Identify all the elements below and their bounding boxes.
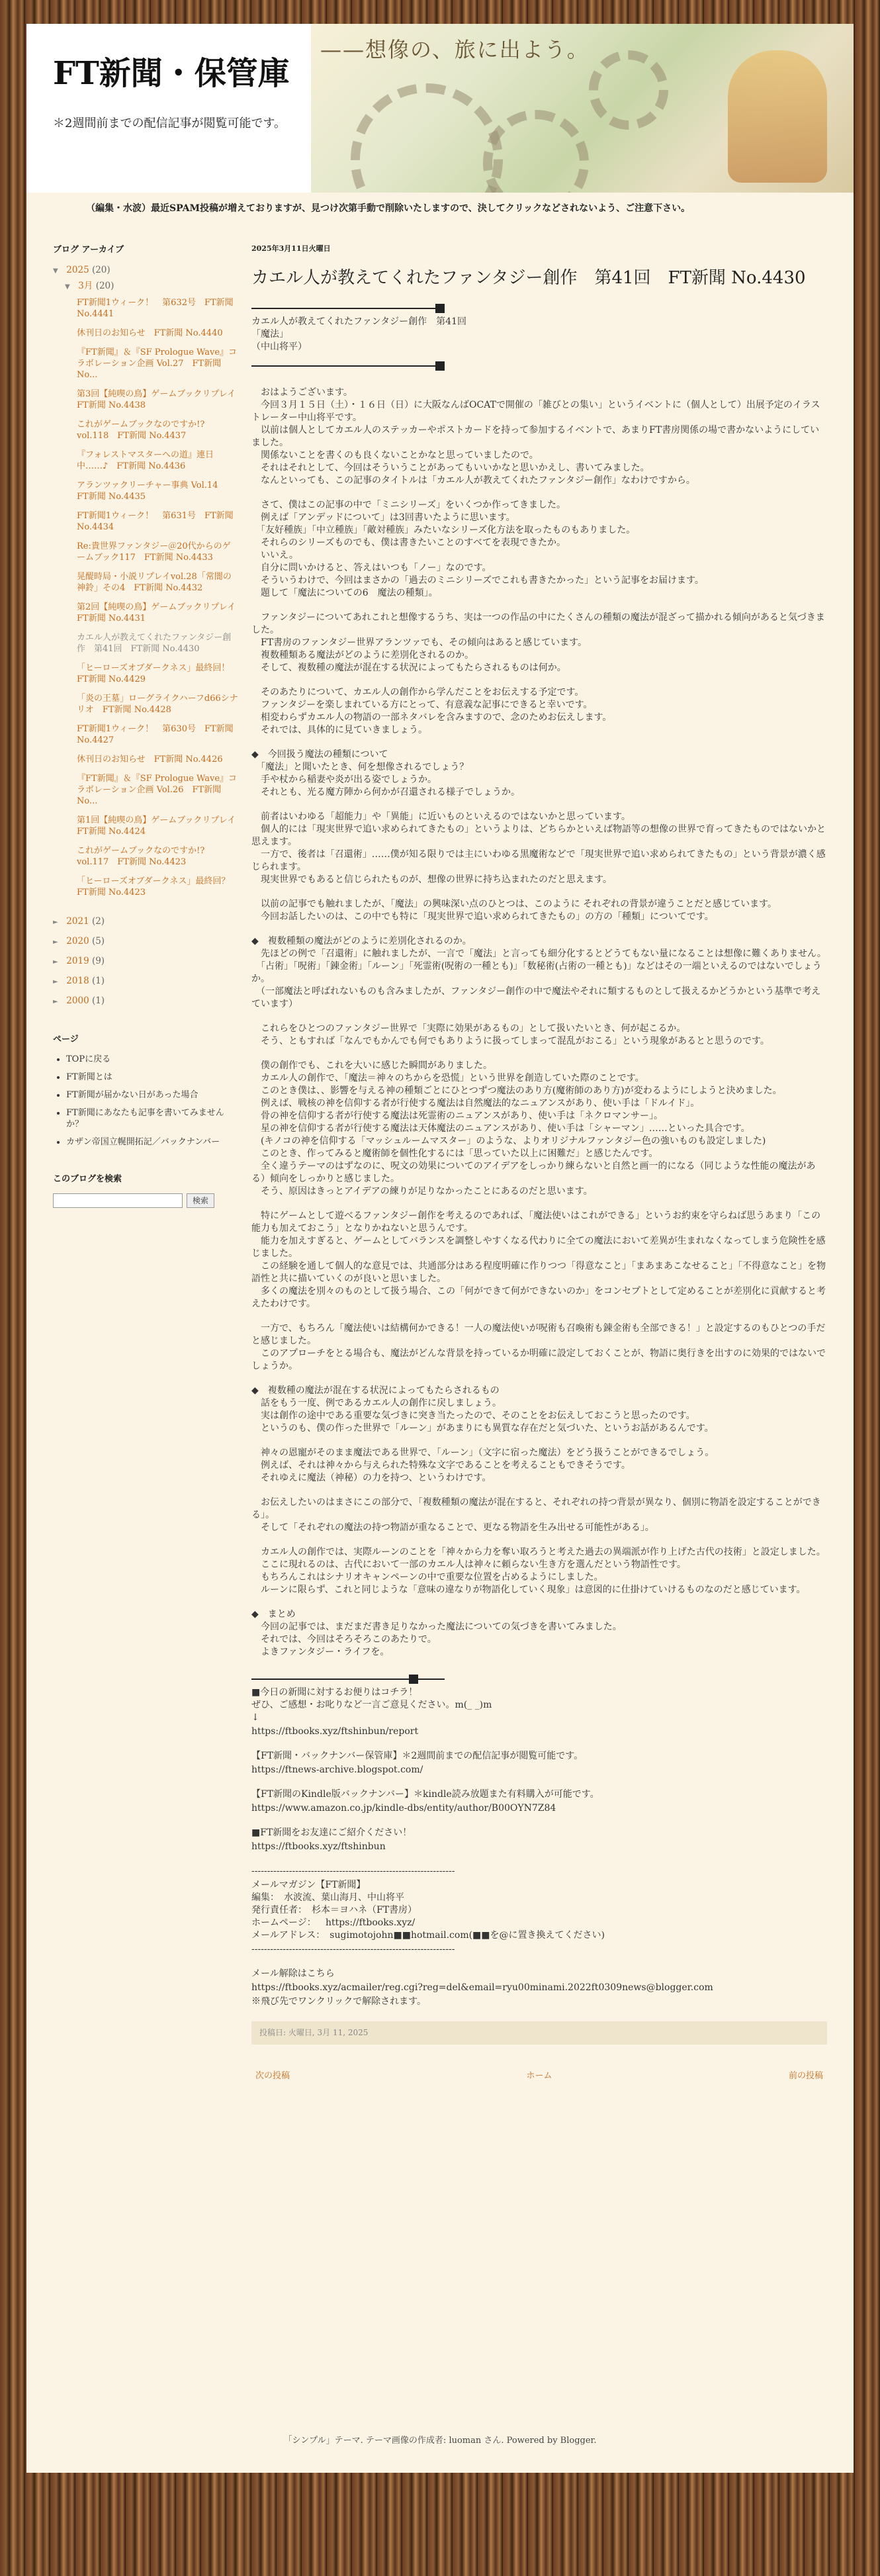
archive-post-link[interactable]: これがゲームブックなのですか!? vol.117 FT新聞 No.4423 bbox=[77, 846, 214, 867]
archive-post-link[interactable]: アランツァクリーチャー事典 Vol.14 FT新聞 No.4435 bbox=[77, 481, 227, 502]
archive-link[interactable]: https://ftnews-archive.blogspot.com/ bbox=[251, 1765, 423, 1775]
divider-rule bbox=[251, 365, 445, 367]
archive-post-link[interactable]: 『FT新聞』＆『SF Prologue Wave』コラボレーション企画 Vol.26 FT新聞 No... bbox=[77, 774, 238, 806]
post-paragraph: 僕の創作でも、これを大いに感じた瞬間がありました。 カエル人の創作で、「魔法＝神々のちからを恐慌」という世界を創造していた際のことです。 このとき僕は、、影響を与える神の種類ごとにひとつずつ魔法のあり方(魔術師のあり方)が変わるようにしようと決めました。 例えば、戦核の神を信仰する者が行使する魔法は自然魔法的なニュアンスがあり、使い手は「ドルイド」。 骨の神を信仰する者が行使する魔法は死霊術のニュアンスがあり、使い手は「ネクロマンサー」。 星の神を信仰する者が行使する魔法は天体魔法のニュアンスがあり、使い手は「シャーマン」……といった具合です。 (キノコの神を信仰する「マッシュルームマスター」のような、よりオリジナルファンタジー色の強いものも設定しました) このとき、作ってみると魔術師を個性化するには「思っていた以上に困難だ」と感じたんです。 全く違うテーマのはずなのに、呪文の効果についてのアイデアをしっかり練らないと自然と画一的になる（同じような性能の魔法がある）傾向をしっかりと感じました。 そう、原因はきっとアイデアの練りが足りなかったことにあるのだと思います。 bbox=[251, 1060, 816, 1197]
blog-description: ＊2週間前までの配信記事が閲覧可能です。 bbox=[53, 116, 286, 130]
blog-title[interactable]: FT新聞・保管庫 bbox=[53, 55, 290, 92]
archive-post-link[interactable]: 休刊日のお知らせ FT新聞 No.4440 bbox=[77, 328, 223, 338]
archive-post-link[interactable]: FT新聞1ウィーク！ 第632号 FT新聞 No.4441 bbox=[77, 298, 234, 319]
archive-post-link[interactable]: 第1回【純喫の鳥】ゲームブックリプレイ FT新聞 No.4424 bbox=[77, 815, 245, 837]
post-title[interactable]: カエル人が教えてくれたファンタジー創作 第41回 FT新聞 No.4430 bbox=[251, 268, 806, 288]
spam-notice: （編集・水波）最近SPAM投稿が増えておりますが、見つけ次第手動で削除いたしますので、決してクリックなどされないよう、ご注意下さい。 bbox=[86, 203, 691, 214]
unsubscribe-text: メール解除はこちら bbox=[251, 1968, 335, 1979]
separator-line: ----------------------------------------------------------------- bbox=[251, 1944, 455, 1955]
archive-post-link[interactable]: 『フォレストマスターへの道』連日中……♪ FT新聞 No.4436 bbox=[77, 450, 214, 471]
mail-address: メールアドレス： sugimotojohn■■hotmail.com(■■を@に置き換えてください) bbox=[251, 1930, 605, 1941]
header-image-caption: ——想像の、旅に出よう。 bbox=[320, 37, 590, 62]
collapsed-triangle-icon[interactable]: ► bbox=[53, 978, 58, 986]
archive-post-link[interactable]: 第2回【純喫の鳥】ゲームブックリプレイ FT新聞 No.4431 bbox=[77, 602, 245, 623]
header-character-figure bbox=[728, 50, 827, 183]
collapsed-triangle-icon[interactable]: ► bbox=[53, 998, 58, 1005]
post-footer: 投稿日: 火曜日, 3月 11, 2025 bbox=[251, 2021, 827, 2045]
archive-post-link[interactable]: 「炎の王墓」ローグライクハーフd66シナリオ FT新聞 No.4428 bbox=[77, 694, 238, 715]
post-paragraph: ファンタジーについてあれこれと想像するうち、実は一つの作品の中にたくさんの種類の魔法が混ざって描かれる傾向があると気づきました。 FT書房のファンタジー世界アランツァでも、その傾向はあると感じています。 複数種類ある魔法がどのように差別化されるのか。 そして、複数種の魔法が混在する状況によってもたらされるものは何か。 bbox=[251, 612, 825, 673]
page-link[interactable]: • FT新聞にあなたも記事を書いてみませんか？ bbox=[66, 1107, 238, 1130]
unsubscribe-link[interactable]: https://ftbooks.xyz/acmailer/reg.cgi?reg=del&email=ryu00minami.2022ft0309news@blogger.com bbox=[251, 1982, 713, 1993]
post-paragraph: お伝えしたいのはまさにこの部分で、「複数種類の魔法が混在すると、それぞれの持つ背景が異なり、個別に物語を設定することができる」。 そして「それぞれの魔法の持つ物語が重なることで、更なる物語を生み出せる可能性がある」。 bbox=[251, 1497, 821, 1533]
home-link[interactable]: ホーム bbox=[526, 2071, 552, 2081]
kindle-link[interactable]: https://www.amazon.co.jp/kindle-dbs/entity/author/B00OYN7Z84 bbox=[251, 1803, 556, 1814]
post-paragraph: 前者はいわゆる「超能力」や「異能」に近いものといえるのではないかと思っています。 個人的には「現実世界で追い求められてきたもの」というよりは、どちらかといえば物語等の想像の世界で育ってきたものではないかと思えます。 一方で、後者は「召還術」……僕が知る限りでは主にいわゆる黒魔術などで「現実世界で追い求められてきたもの」という背景が濃く感じられます。 現実世界でもあると信じられたものが、想像の世界に持ち込まれたのだと思えます。 bbox=[251, 811, 826, 885]
post-paragraph: 神々の恩寵がそのまま魔法である世界で、「ルーン」（文字に宿った魔法）をどう扱うことができるでしょう。 例えば、それは神々から与えられた特殊な文字であることを考えることもできそうです。 それゆえに魔法（神秘）の力を持つ、というわけです。 bbox=[260, 1448, 715, 1483]
theme-attribution: 「シンプル」テーマ. テーマ画像の作成者: luoman さん. Powered by Blogger. bbox=[283, 2436, 597, 2446]
blog-header bbox=[26, 24, 854, 193]
page-link[interactable]: • カザン帝国立幌開拓記／バックナンバー bbox=[66, 1136, 238, 1148]
archive-post-list bbox=[77, 297, 245, 898]
post-paragraph: ◆ まとめ 今回の記事では、まだまだ書き足りなかった魔法についての気づきを書いてみました。 それでは、今回はそろそろこのあたりで。 よきファンタジー・ライフを。 bbox=[251, 1609, 622, 1657]
post-paragraph: ◆ 今回扱う魔法の種類について 「魔法」と聞いたとき、何を想像されるでしょう？ 手や杖から稲妻や炎が出る姿でしょうか。 それとも、光る魔方陣から何かが召還される様子でしょうか。 bbox=[251, 749, 520, 798]
post-paragraph: おはようございます。 今回３月１５日（土）・１６日（日）に大阪なんばOCATで開催の「雑びとの集い」というイベントに（個人として）出展予定のイラストレーター中山将平です。 以前は個人としてカエル人のステッカーやポストカードを持って参加するイベントで、あまりFT書房関係の場で書かないようにしていました。 関係ないことを書くのも良くないことかなと思っていましたので。 それはそれとして、今回はそういうことがあってもいいかなと思いかえし、書いてみました。 なんといっても、この記事のタイトルは「カエル人が教えてくれたファンタジー創作」なわけですから。 bbox=[251, 387, 820, 486]
pages-widget bbox=[53, 1032, 238, 1148]
newer-post-link[interactable]: 次の投稿 bbox=[255, 2071, 290, 2081]
page-link[interactable]: • FT新聞とは bbox=[66, 1072, 238, 1083]
archive-heading: ブログ アーカイブ bbox=[53, 245, 124, 255]
post-date: 2025年3月11日火曜日 bbox=[251, 244, 331, 253]
archive-post-link[interactable]: 第3回【純喫の鳥】ゲームブックリプレイ FT新聞 No.4438 bbox=[77, 389, 245, 410]
search-button[interactable]: 検索 bbox=[187, 1193, 214, 1208]
post-paragraph: ◆ 複数種の魔法が混在する状況によってもたらされるもの 話をもう一度、例であるカエル人の創作に戻しましょう。 実は創作の途中である重要な気づきに突き当たったので、そのことをお伝えしておこうと思ったのです。 というのも、僕の作った世界で「ルーン」があまりにも異質な存在だと気づいた、というお話があるんです。 bbox=[251, 1385, 714, 1434]
square-bullet-icon bbox=[435, 304, 445, 313]
separator-line: ----------------------------------------------------------------- bbox=[251, 1866, 455, 1876]
post-paragraph: さて、僕はこの記事の中で「ミニシリーズ」をいくつか作ってきました。 例えば「アンデッドについて」は3回書いたように思います。 「友好種族」「中立種族」「敵対種族」みたいなシリーズ化方法を取ったものもありました。 それらのシリーズものでも、僕は書きたいことのすべてを表現できたか。 いいえ。 自分に問いかけると、答えはいつも「ノー」なのです。 そういうわけで、今回はまさかの「過去のミニシリーズでこれも書きたかった」という記事をお届けます。 題して「魔法についての6 魔法の種類」。 bbox=[260, 500, 704, 598]
sidebar bbox=[53, 242, 245, 1208]
post-paragraph: これらをひとつのファンタジー世界で「実際に効果があるもの」として扱いたいとき、何が起こるか。 そう、ともすれば「なんでもかんでも何でもありように扱ってしまって混乱がおこる」という現象があるとと思うのです。 bbox=[260, 1023, 770, 1046]
unsubscribe-note: ※飛び先でワンクリックで解除されます。 bbox=[251, 1996, 427, 2007]
magazine-info: メールマガジン【FT新聞】 編集： 水波流、葉山海月、中山将平 発行責任者： 杉本＝ヨハネ（FT書房） ホームページ： bbox=[251, 1880, 418, 1928]
archive-year[interactable]: ► 2019 (9) bbox=[53, 955, 238, 968]
search-input[interactable] bbox=[53, 1193, 183, 1208]
square-bullet-icon bbox=[409, 1675, 418, 1684]
archive-post-link[interactable]: 晃醍時局・小説リプレイvol.28「常闇の神鈴」その4 FT新聞 No.4432 bbox=[77, 572, 232, 593]
archive-year[interactable]: ► 2020 (5) bbox=[53, 935, 238, 948]
gear-decoration-icon bbox=[483, 110, 589, 193]
post-paragraph: 特にゲームとして遊べるファンタジー創作を考えるのであれば、「魔法使いはこれができる」というお約束を守らねば思うあまり「この能力も加えておこう」となりかねないと思うんです。 能力を加えすぎると、ゲームとしてバランスを調整しやすくなる代わりに全ての魔法において差異が生まれなくなってしまう危険性を感じました。 この経験を通して個人的な意見では、共通部分はある程度明確に作りつつ「得意なこと」「まあまあこなせること」「不得意なこと」を物語性と共に描いていくのが良いと思いました。 多くの魔法を別々のものとして扱う場合、この「何ができて何ができないのか」をコンセプトとして定めることが差別化に貢献すると考えたわけです。 bbox=[251, 1211, 826, 1309]
friend-link[interactable]: https://ftbooks.xyz/ftshinbun bbox=[251, 1841, 386, 1852]
post-meta: カエル人が教えてくれたファンタジー創作 第41回 「魔法」 （中山将平） bbox=[251, 316, 466, 352]
archive-post-current: カエル人が教えてくれたファンタジー創作 第41回 FT新聞 No.4430 bbox=[77, 633, 232, 654]
post-paragraph: そのあたりについて、カエル人の創作から学んだことをお伝えする予定です。 ファンタジーを楽しまれている方にとって、有意義な記事にできると幸いです。 相変わらずカエル人の物語の一部ネタバレを含みますので、念のためお伝えします。 それでは、具体的に見ていきましょう。 bbox=[260, 687, 612, 735]
archive-year[interactable]: ► 2018 (1) bbox=[53, 975, 238, 988]
page-link[interactable]: • FT新聞が届かない日があった場合 bbox=[66, 1089, 238, 1101]
header-image bbox=[311, 24, 854, 193]
homepage-link[interactable]: https://ftbooks.xyz/ bbox=[326, 1917, 416, 1928]
divider-rule bbox=[251, 1679, 445, 1680]
archive-post-link[interactable]: 『FT新聞』＆『SF Prologue Wave』コラボレーション企画 Vol.27 FT新聞 No... bbox=[77, 347, 238, 380]
collapsed-triangle-icon[interactable]: ► bbox=[53, 958, 58, 966]
expanded-triangle-icon[interactable]: ▼ bbox=[65, 283, 70, 291]
feedback-text: ■今日の新聞に対するお便りはコチラ！ ぜひ、ご感想・お叱りなど一言ご意見ください。m(_ _)m ↓ bbox=[251, 1687, 492, 1723]
page-container bbox=[26, 24, 854, 2473]
expanded-triangle-icon[interactable]: ▼ bbox=[53, 267, 58, 275]
friend-promo: ■FT新聞をお友達にご紹介ください！ bbox=[251, 1827, 412, 1838]
archive-post-link[interactable]: Re:貴世界ファンタジー＠20代からのゲームブック117 FT新聞 No.4433 bbox=[77, 541, 231, 563]
post-main bbox=[251, 242, 827, 2082]
post-paragraph: カエル人の創作では、実際ルーンのことを「神々から力を奪い取ろうと考えた過去の異端派が作り上げた古代の技術」と設定しました。 ここに現れるのは、古代において一部のカエル人は神々に頼らない生き方を選んだという物語性です。 もちろんこれはシナリオキャンペーンの中で重要な位置を占めるようにしました。 ルーンに限らず、これと同じような「意味の違なりが物語化していく現象」は意図的に仕掛けていけるものなのだと感じています。 bbox=[260, 1547, 826, 1595]
archive-promo: 【FT新聞・バックナンバー保管庫】＊2週間前までの配信記事が閲覧可能です。 bbox=[251, 1751, 584, 1761]
post-paragraph: 一方で、もちろん「魔法使いは結構何かできる！一人の魔法使いが呪術も召喚術も錬金術も全部できる！」と設定するのもひとつの手だと感じました。 このアプローチをとる場合も、魔法がどんな背景を持っているか明確に設定しておくことが、物語に奥行きを出すのに効果的ではないでしょうか。 bbox=[251, 1323, 826, 1371]
collapsed-triangle-icon[interactable]: ► bbox=[53, 939, 58, 946]
archive-year[interactable]: ► 2000 (1) bbox=[53, 995, 238, 1008]
gear-decoration-icon bbox=[589, 50, 668, 130]
archive-post-link[interactable]: これがゲームブックなのですか!? vol.118 FT新聞 No.4437 bbox=[77, 420, 214, 441]
kindle-promo: 【FT新聞のKindle版バックナンバー】＊kindle読み放題また有料購入が可能です。 bbox=[251, 1789, 599, 1800]
older-post-link[interactable]: 前の投稿 bbox=[788, 2071, 823, 2081]
collapsed-triangle-icon[interactable]: ► bbox=[53, 919, 58, 926]
blog-pager bbox=[251, 2070, 827, 2082]
search-widget bbox=[53, 1172, 238, 1208]
archive-year[interactable]: ► 2021 (2) bbox=[53, 915, 238, 929]
post-paragraph: 以前の記事でも触れましたが、「魔法」の興味深い点のひとつは、このように それぞれの背景が違うことだと感じています。 今回お話したいのは、この中でも特に「現実世界で追い求められてきたもの」の方の「種類」についてです。 bbox=[260, 899, 777, 922]
square-bullet-icon bbox=[435, 361, 445, 371]
post-body bbox=[251, 316, 827, 2008]
blog-archive bbox=[53, 264, 245, 1008]
page-link[interactable]: • TOPに戻る bbox=[66, 1054, 238, 1065]
archive-year-2025[interactable]: ▼ 2025 (20) bbox=[53, 264, 238, 277]
archive-post-link[interactable]: FT新聞1ウィーク！ 第630号 FT新聞 No.4427 bbox=[77, 724, 234, 745]
archive-month-march[interactable]: ▼ 3月 (20) bbox=[65, 280, 238, 293]
archive-post-link[interactable]: 「ヒーローズオブダークネス」最終回！ FT新聞 No.4429 bbox=[77, 663, 239, 684]
pages-heading: ページ bbox=[53, 1035, 79, 1044]
feedback-link[interactable]: https://ftbooks.xyz/ftshinbun/report bbox=[251, 1726, 419, 1737]
archive-post-link[interactable]: 休刊日のお知らせ FT新聞 No.4426 bbox=[77, 755, 223, 764]
search-heading: このブログを検索 bbox=[53, 1174, 122, 1184]
pages-list bbox=[66, 1054, 238, 1148]
archive-post-link[interactable]: 「ヒーローズオブダークネス」最終回？ FT新聞 No.4423 bbox=[77, 876, 239, 897]
gear-decoration-icon bbox=[351, 83, 503, 193]
divider-rule bbox=[251, 308, 445, 309]
post-paragraph: ◆ 複数種類の魔法がどのように差別化されるのか。 先ほどの例で「召還術」に触れましたが、一言で「魔法」と言っても細分化するとどうてもない量になることは想像に難くありません。 「占術」「呪術」「錬金術」「ルーン」「死霊術(呪術の一種とも)」「数秘術(占術の一種とも)」などはその一端といえるのではないでしょうか。 （一部魔法と呼ばれないものも含みましたが、ファンタジー創作の中で魔法やそれに類するものとして扱えるかどうかという基準で考えています） bbox=[251, 936, 826, 1009]
archive-post-link[interactable]: FT新聞1ウィーク！ 第631号 FT新聞 No.4434 bbox=[77, 511, 234, 532]
